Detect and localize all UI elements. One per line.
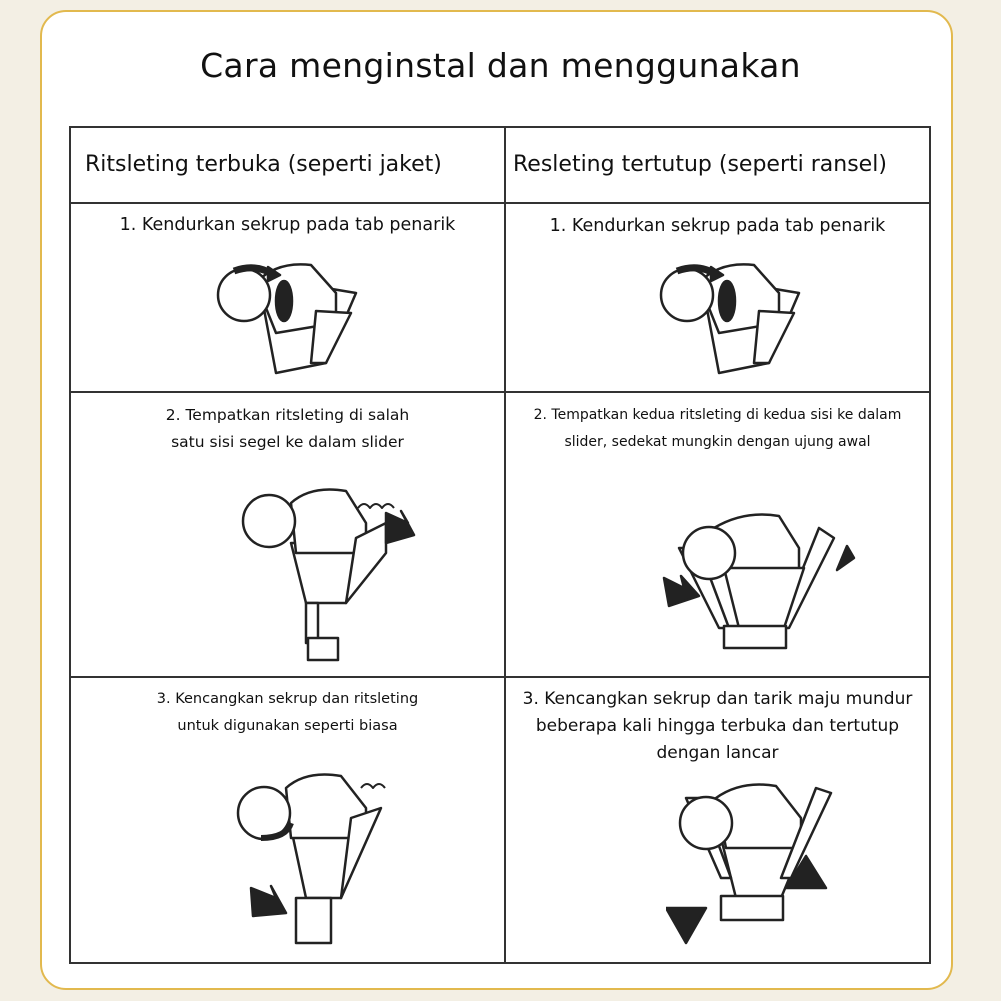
right-column-header: Resleting tertutup (seperti ransel) — [513, 152, 887, 177]
right-step-3-line-1: 3. Kencangkan sekrup dan tarik maju mundur — [522, 689, 913, 709]
right-step-2-line-2: slider, sedekat mungkin dengan ujung awal — [564, 434, 871, 450]
left-step-3-line-1: 3. Kencangkan sekrup dan ritsleting — [156, 691, 419, 707]
header-divider — [71, 202, 929, 204]
left-step-1-line-1: 1. Kendurkan sekrup pada tab penarik — [119, 215, 456, 235]
insert-zipper-illustration-left — [236, 483, 416, 673]
left-step-2-line-2: satu sisi segel ke dalam slider — [171, 433, 404, 451]
instruction-table — [69, 126, 931, 964]
left-step-3-caption — [71, 686, 504, 740]
left-column-header: Ritsleting terbuka (seperti jaket) — [85, 152, 442, 177]
right-step-3-line-3: dengan lancar — [656, 743, 779, 763]
right-step-2-caption — [506, 402, 929, 456]
left-step-2-line-1: 2. Tempatkan ritsleting di salah — [165, 406, 410, 424]
right-step-1-line-1: 1. Kendurkan sekrup pada tab penarik — [549, 216, 886, 236]
tighten-screw-illustration-left — [231, 768, 406, 953]
left-step-2-caption — [71, 402, 504, 456]
right-step-1-caption — [506, 213, 929, 240]
right-step-3-line-2: beberapa kali hingga terbuka dan tertutup — [535, 716, 900, 736]
left-step-1-caption — [71, 212, 504, 239]
page-title: Cara menginstal dan menggunakan — [200, 46, 801, 85]
loosen-screw-illustration-left — [216, 253, 366, 383]
left-step-3-line-2: untuk digunakan seperti biasa — [177, 718, 398, 734]
column-divider — [504, 128, 506, 962]
pull-back-forth-illustration-right — [666, 778, 851, 953]
right-step-3-caption — [506, 686, 929, 767]
loosen-screw-illustration-right — [659, 253, 809, 383]
row-divider-1 — [71, 391, 929, 393]
insert-both-zippers-illustration-right — [659, 508, 859, 678]
right-step-2-line-1: 2. Tempatkan kedua ritsleting di kedua sisi ke dalam — [533, 407, 902, 423]
